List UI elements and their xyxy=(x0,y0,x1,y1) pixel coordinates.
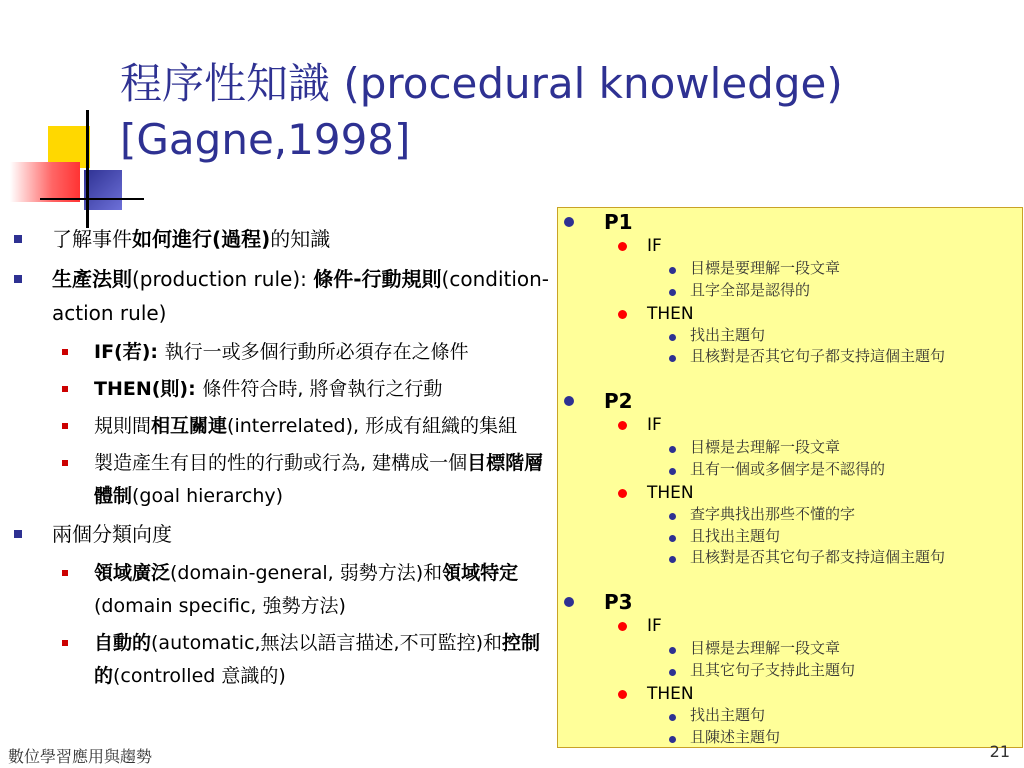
rule-label: P1 xyxy=(604,210,633,234)
text: 執行一或多個行動所必須存在之條件 xyxy=(164,341,469,363)
sub-bullet-if xyxy=(14,336,554,369)
action-text: 且陳述主題句 xyxy=(690,728,781,746)
production-rules-box xyxy=(557,207,1023,748)
title-line-2: [Gagne,1998] xyxy=(120,115,411,164)
bullet-icon xyxy=(618,690,627,699)
text: (automatic,無法以語言描述,不可監控)和 xyxy=(151,632,503,654)
then-label: THEN xyxy=(647,304,694,324)
bullet-3 xyxy=(14,517,554,551)
sub-bullet-domain xyxy=(14,557,554,623)
bullet-icon xyxy=(669,535,676,542)
sub-bullet-icon xyxy=(62,570,68,576)
text: 條件符合時, 將會執行之行動 xyxy=(202,378,443,400)
bullet-icon xyxy=(14,530,22,538)
sub-bullet-icon xyxy=(62,640,68,646)
bullet-icon xyxy=(669,556,676,563)
condition-text: 目標是要理解一段文章 xyxy=(690,259,841,277)
text: 的知識 xyxy=(270,227,331,251)
deco-vertical-line xyxy=(86,110,89,228)
bullet-icon xyxy=(669,468,676,475)
title-line-1: 程序性知識 (procedural knowledge) xyxy=(120,59,843,108)
action-text: 查字典找出那些不懂的字 xyxy=(690,505,856,523)
text: 兩個分類向度 xyxy=(52,522,172,546)
bullet-icon xyxy=(669,446,676,453)
condition-text: 且有一個或多個字是不認得的 xyxy=(690,460,886,478)
bullet-icon xyxy=(618,310,627,319)
text-bold: 如何進行(過程) xyxy=(132,227,271,251)
bullet-icon xyxy=(669,355,676,362)
then-label: THEN xyxy=(647,483,694,503)
text-bold: 生產法則 xyxy=(52,267,132,291)
bullet-1 xyxy=(14,222,554,256)
bullet-icon xyxy=(669,647,676,654)
deco-horizontal-line xyxy=(40,198,144,200)
bullet-icon xyxy=(618,622,627,631)
footer-course-title: 數位學習應用與趨勢 xyxy=(8,747,153,766)
bullet-icon xyxy=(564,597,574,607)
bullet-icon xyxy=(669,513,676,520)
action-text: 且核對是否其它句子都支持這個主題句 xyxy=(690,347,946,365)
bullet-icon xyxy=(618,489,627,498)
sub-bullet-icon xyxy=(62,423,68,429)
text: (production rule): xyxy=(132,267,314,291)
condition-text: 目標是去理解一段文章 xyxy=(690,438,841,456)
sub-bullet-icon xyxy=(62,460,68,466)
text-bold: 領域廣泛 xyxy=(94,562,171,584)
text: (controlled 意識的) xyxy=(113,665,286,687)
bullet-icon xyxy=(14,275,22,283)
sub-bullet-icon xyxy=(62,386,68,392)
condition-text: 且其它句子支持此主題句 xyxy=(690,661,856,679)
sub-bullet-icon xyxy=(62,349,68,355)
bullet-icon xyxy=(564,396,574,406)
then-label: THEN xyxy=(647,684,694,704)
text-bold: 目標階層體制 xyxy=(94,452,544,507)
sub-bullet-automatic xyxy=(14,627,554,693)
condition-text: 且字全部是認得的 xyxy=(690,281,811,299)
sub-bullet-goal-hierarchy xyxy=(14,447,554,513)
condition-text: 目標是去理解一段文章 xyxy=(690,639,841,657)
bullet-icon xyxy=(669,289,676,296)
deco-red-gradient xyxy=(10,162,80,202)
if-label: IF xyxy=(647,616,662,636)
bullet-icon xyxy=(618,242,627,251)
action-text: 且找出主題句 xyxy=(690,527,781,545)
bullet-icon xyxy=(669,714,676,721)
rule-label: P2 xyxy=(604,389,633,413)
rule-label: P3 xyxy=(604,590,633,614)
text: 製造產生有目的性的行動或行為, 建構成一個 xyxy=(94,452,468,474)
text-bold: 相互關連 xyxy=(151,415,228,437)
text-bold: IF(若): xyxy=(94,341,165,363)
text: (goal hierarchy) xyxy=(132,485,284,507)
bullet-icon xyxy=(669,267,676,274)
sub-bullet-interrelated xyxy=(14,410,554,443)
text: (condition-action rule) xyxy=(52,267,550,325)
left-content xyxy=(14,222,554,697)
if-label: IF xyxy=(647,415,662,435)
slide-title xyxy=(120,56,1020,168)
if-label: IF xyxy=(647,236,662,256)
page-number: 21 xyxy=(989,742,1010,761)
text-bold: 自動的 xyxy=(94,632,152,654)
bullet-icon xyxy=(669,334,676,341)
text-bold: 條件-行動規則 xyxy=(313,267,442,291)
action-text: 找出主題句 xyxy=(690,326,766,344)
bullet-icon xyxy=(669,736,676,743)
text: (interrelated), 形成有組織的集組 xyxy=(227,415,518,437)
bullet-icon xyxy=(14,235,22,243)
text: 規則間 xyxy=(94,415,152,437)
text-bold: 領域特定 xyxy=(442,562,519,584)
deco-blue-square xyxy=(84,170,122,210)
sub-bullet-then xyxy=(14,373,554,406)
text-bold: 控制的 xyxy=(94,632,541,687)
text-bold: THEN(則): xyxy=(94,378,203,400)
action-text: 找出主題句 xyxy=(690,706,766,724)
bullet-icon xyxy=(618,421,627,430)
bullet-icon xyxy=(669,669,676,676)
text: (domain-general, 弱勢方法)和 xyxy=(170,562,443,584)
bullet-icon xyxy=(564,217,574,227)
text: (domain specific, 強勢方法) xyxy=(94,595,346,617)
action-text: 且核對是否其它句子都支持這個主題句 xyxy=(690,548,946,566)
bullet-2 xyxy=(14,262,554,330)
text: 了解事件 xyxy=(52,227,132,251)
